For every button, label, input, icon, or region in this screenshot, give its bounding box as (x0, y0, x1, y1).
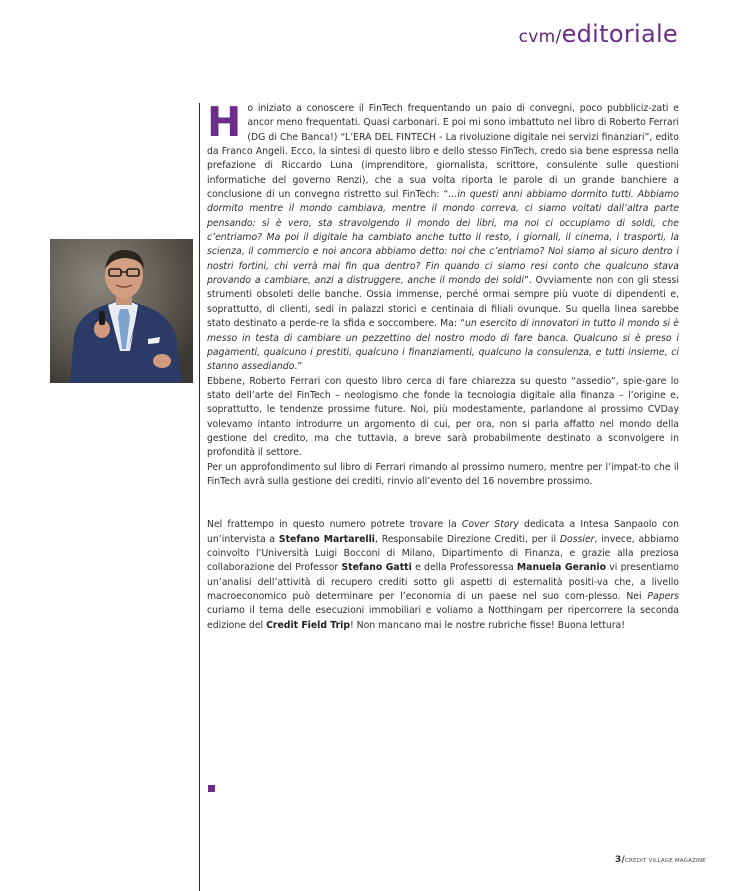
column-divider (199, 103, 200, 891)
end-mark-square (208, 785, 215, 792)
page-footer (615, 855, 706, 865)
article-body (207, 98, 679, 633)
section-header (519, 20, 678, 48)
paragraph-intro: Ho iniziato a conoscere il FinTech frequentando un paio di convegni, poco pubbliciz-zati e ancor meno frequentati. Quasi carbonari. E poi mi sono imbattuto nel libro di Roberto Ferrari (DG di Che Banca!) “L’ERA DEL FINTECH - La rivoluzione digitale nei servizi finanziari”, edito da Franco Angeli. Ecco, la sintesi di questo libro e dello stesso FinTech, credo sia bene espressa nella prefazione di Riccardo Luna (imprenditore, giornalista, scrittore, consulente sulle questioni informatiche del governo Renzi), che a sua volta riporta le parole di un grande banchiere a conclusione di un convegno ristretto sul FinTech: “...in questi anni abbiamo dormito tutti. Abbiamo dormito mentre il mondo cambiava, mentre il mondo correva, ci siamo voltati dall’altra parte pensando: sì è vero, sta stravolgendo il mondo dei libri, ma noi ci occupiamo di soldi, che c’entriamo? Ma poi il digitale ha cambiato anche tutto il resto, i giornali, il cinema, i trasporti, la scienza, il commercio e noi ancora abbiamo detto: noi che c’entriamo? Noi siamo al sicuro dentro i nostri fortini, chi verrà mai fin qua dentro? Fin quando ci siamo resi conto che qualcuno stava provando a cambiare, anzi a distruggere, anche il mondo dei soldi”. Ovviamente non con gli stessi strumenti obsoleti delle banche. Ossia immense, perché ormai sempre più vuote di dipendenti e, soprattutto, di clienti, sedi in palazzi storici e centinaia di filiali ovunque. Su quella linea sarebbe stato destinato a perde-re la sfida e soccombere. Ma: “un esercito di innovatori in tutto il mondo si è messo in testa di cambiare un pezzettino del nostro modo di fare banca. Qualcuno si è preso i pagamenti, qualcuno i prestiti, qualcuno i finanziamenti, qualcuno la consulenza, e tutti insieme, ci stanno assediando.” (207, 98, 679, 373)
header-prefix: cvm/ (518, 27, 562, 47)
paragraph-contents: Nel frattempo in questo numero potrete trovare la Cover Story dedicata a Intesa Sanpaolo con un’intervista a Stefano Martarelli, Responsabile Direzione Crediti, per il Dossier, invece, abbiamo coinvolto l’Università Luigi Bocconi di Milano, Dipartimento di Finanza, e grazie alla preziosa collaborazione del Professor Stefano Gatti e della Professoressa Manuela Geranio vi presentiamo un’analisi dell’attività di recupero crediti sotto gli aspetti di esternalità positi-va che, a livello macroeconomico può determinare per l’economia di un paese nel suo com-plesso. Nei Papers curiamo il tema delle esecuzioni immobiliari e voliamo a Notthingam per ripercorrere la seconda edizione del Credit Field Trip! Non mancano mai le nostre rubriche fisse! Buona lettura! (207, 519, 679, 631)
header-section-title: editoriale (561, 20, 678, 48)
page-number: 3/ (615, 855, 625, 865)
paragraph-next-issue: Per un approfondimento sul libro di Ferrari rimando al prossimo numero, mentre per l’impat-to che il FinTech avrà sulla gestione dei crediti, rinvio all’evento del 16 novembre prossimo. (207, 461, 679, 487)
paragraph-ferrari: Ebbene, Roberto Ferrari con questo libro cerca di fare chiarezza su questo “assedio”, spie-gare lo stato dell’arte del FinTech – neologismo che fonde la tecnologia digitale alla finanza – l’origine e, soprattutto, le tendenze prossime future. Noi, più modestamente, parlandone al prossimo CVDay volevamo intanto introdurre un argomento di cui, per ora, non si parla affatto nel mondo della gestione del credito, ma che tuttavia, a breve sarà probabilmente destinato a sconvolgere in profondità il settore. (207, 375, 679, 459)
drop-cap: H (207, 98, 242, 146)
author-photo (50, 239, 193, 383)
publication-name: CREDIT VILLAGE MAGAZINE (624, 858, 706, 864)
quote-banker: ...in questi anni abbiamo dormito tutti. Abbiamo dormito mentre il mondo cambiava, mentre il mondo correva, ci siamo voltati dall’altra parte pensando: sì è vero, sta stravolgendo il mondo dei libri, ma noi ci occupiamo di soldi, che c’entriamo? Ma poi il digitale ha cambiato anche tutto il resto, i giornali, il cinema, i trasporti, la scienza, il commercio e noi ancora abbiamo detto: noi che c’entriamo? Noi siamo al sicuro dentro i nostri fortini, chi verrà mai fin qua dentro? Fin quando ci siamo resi conto che qualcuno stava provando a cambiare, anzi a distruggere, anche il mondo dei soldi (207, 189, 679, 287)
quote-innovators: un esercito di innovatori in tutto il mondo si è messo in testa di cambiare un pezzettino del nostro modo di fare banca. Qualcuno si è preso i pagamenti, qualcuno i prestiti, qualcuno i finanziamenti, qualcuno la consulenza, e tutti insieme, ci stanno assediando (207, 318, 679, 373)
